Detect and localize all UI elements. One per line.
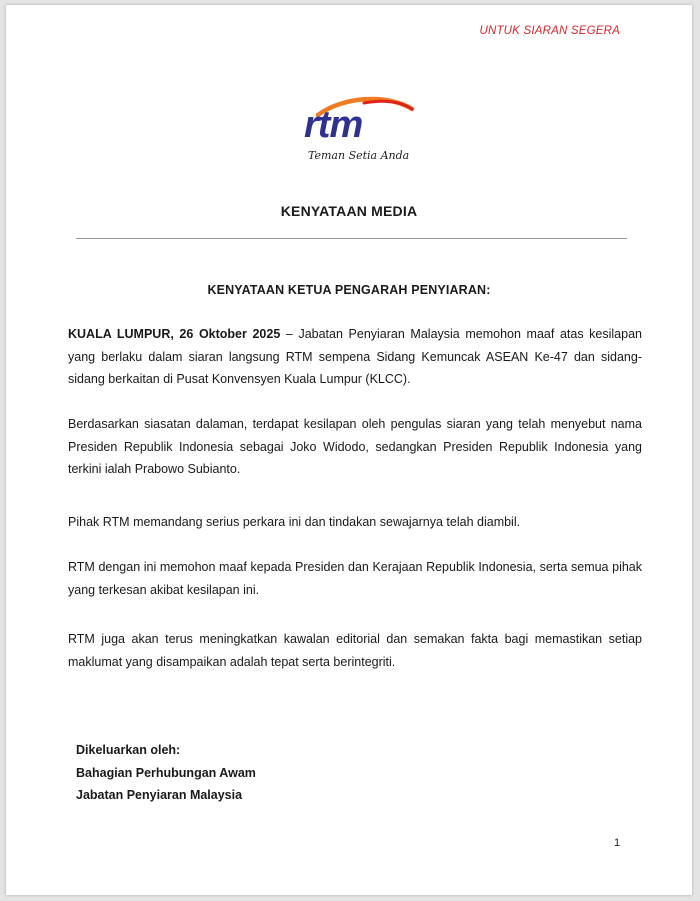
release-tag: UNTUK SIARAN SEGERA: [479, 25, 620, 37]
page-number: 1: [614, 837, 621, 849]
issuing-division: Bahagian Perhubungan Awam: [76, 765, 256, 780]
logo-wordmark: rtm: [304, 104, 363, 146]
logo-tagline: Teman Setia Anda: [308, 149, 410, 162]
paragraph-4: RTM dengan ini memohon maaf kepada Presiden dan Kerajaan Republik Indonesia, serta semua pihak yang terkesan akibat kesilapan ini.: [68, 560, 642, 597]
signature-block: [76, 739, 256, 807]
issuing-department: Jabatan Penyiaran Malaysia: [76, 788, 243, 802]
paragraph-1: [68, 323, 642, 391]
paragraph-1-text: – Jabatan Penyiaran Malaysia memohon maaf atas kesilapan yang berlaku dalam siaran langsung RTM sempena Sidang Kemuncak ASEAN Ke-47 dan sidang-sidang berkaitan di Pusat Konvensyen Kuala Lumpur (KLCC).: [68, 327, 642, 386]
paragraph-5: RTM juga akan terus meningkatkan kawalan editorial dan semakan fakta bagi memastikan setiap maklumat yang disampaikan adalah tepat serta berintegriti.: [68, 632, 642, 669]
title-divider: [76, 238, 627, 239]
dateline: KUALA LUMPUR, 26 Oktober 2025: [68, 327, 281, 341]
rtm-logo: [294, 93, 418, 167]
paragraph-2: Berdasarkan siasatan dalaman, terdapat kesilapan oleh pengulas siaran yang telah menyebut nama Presiden Republik Indonesia sebagai Joko Widodo, sedangkan Presiden Republik Indonesia yang terkini ialah Prabowo Subianto.: [68, 417, 642, 476]
document-page: [6, 5, 692, 895]
section-heading: KENYATAAN KETUA PENGARAH PENYIARAN:: [207, 283, 491, 297]
document-title: KENYATAAN MEDIA: [280, 203, 418, 219]
paragraph-3: Pihak RTM memandang serius perkara ini dan tindakan sewajarnya telah diambil.: [68, 515, 521, 529]
issued-by-label: Dikeluarkan oleh:: [76, 743, 181, 757]
